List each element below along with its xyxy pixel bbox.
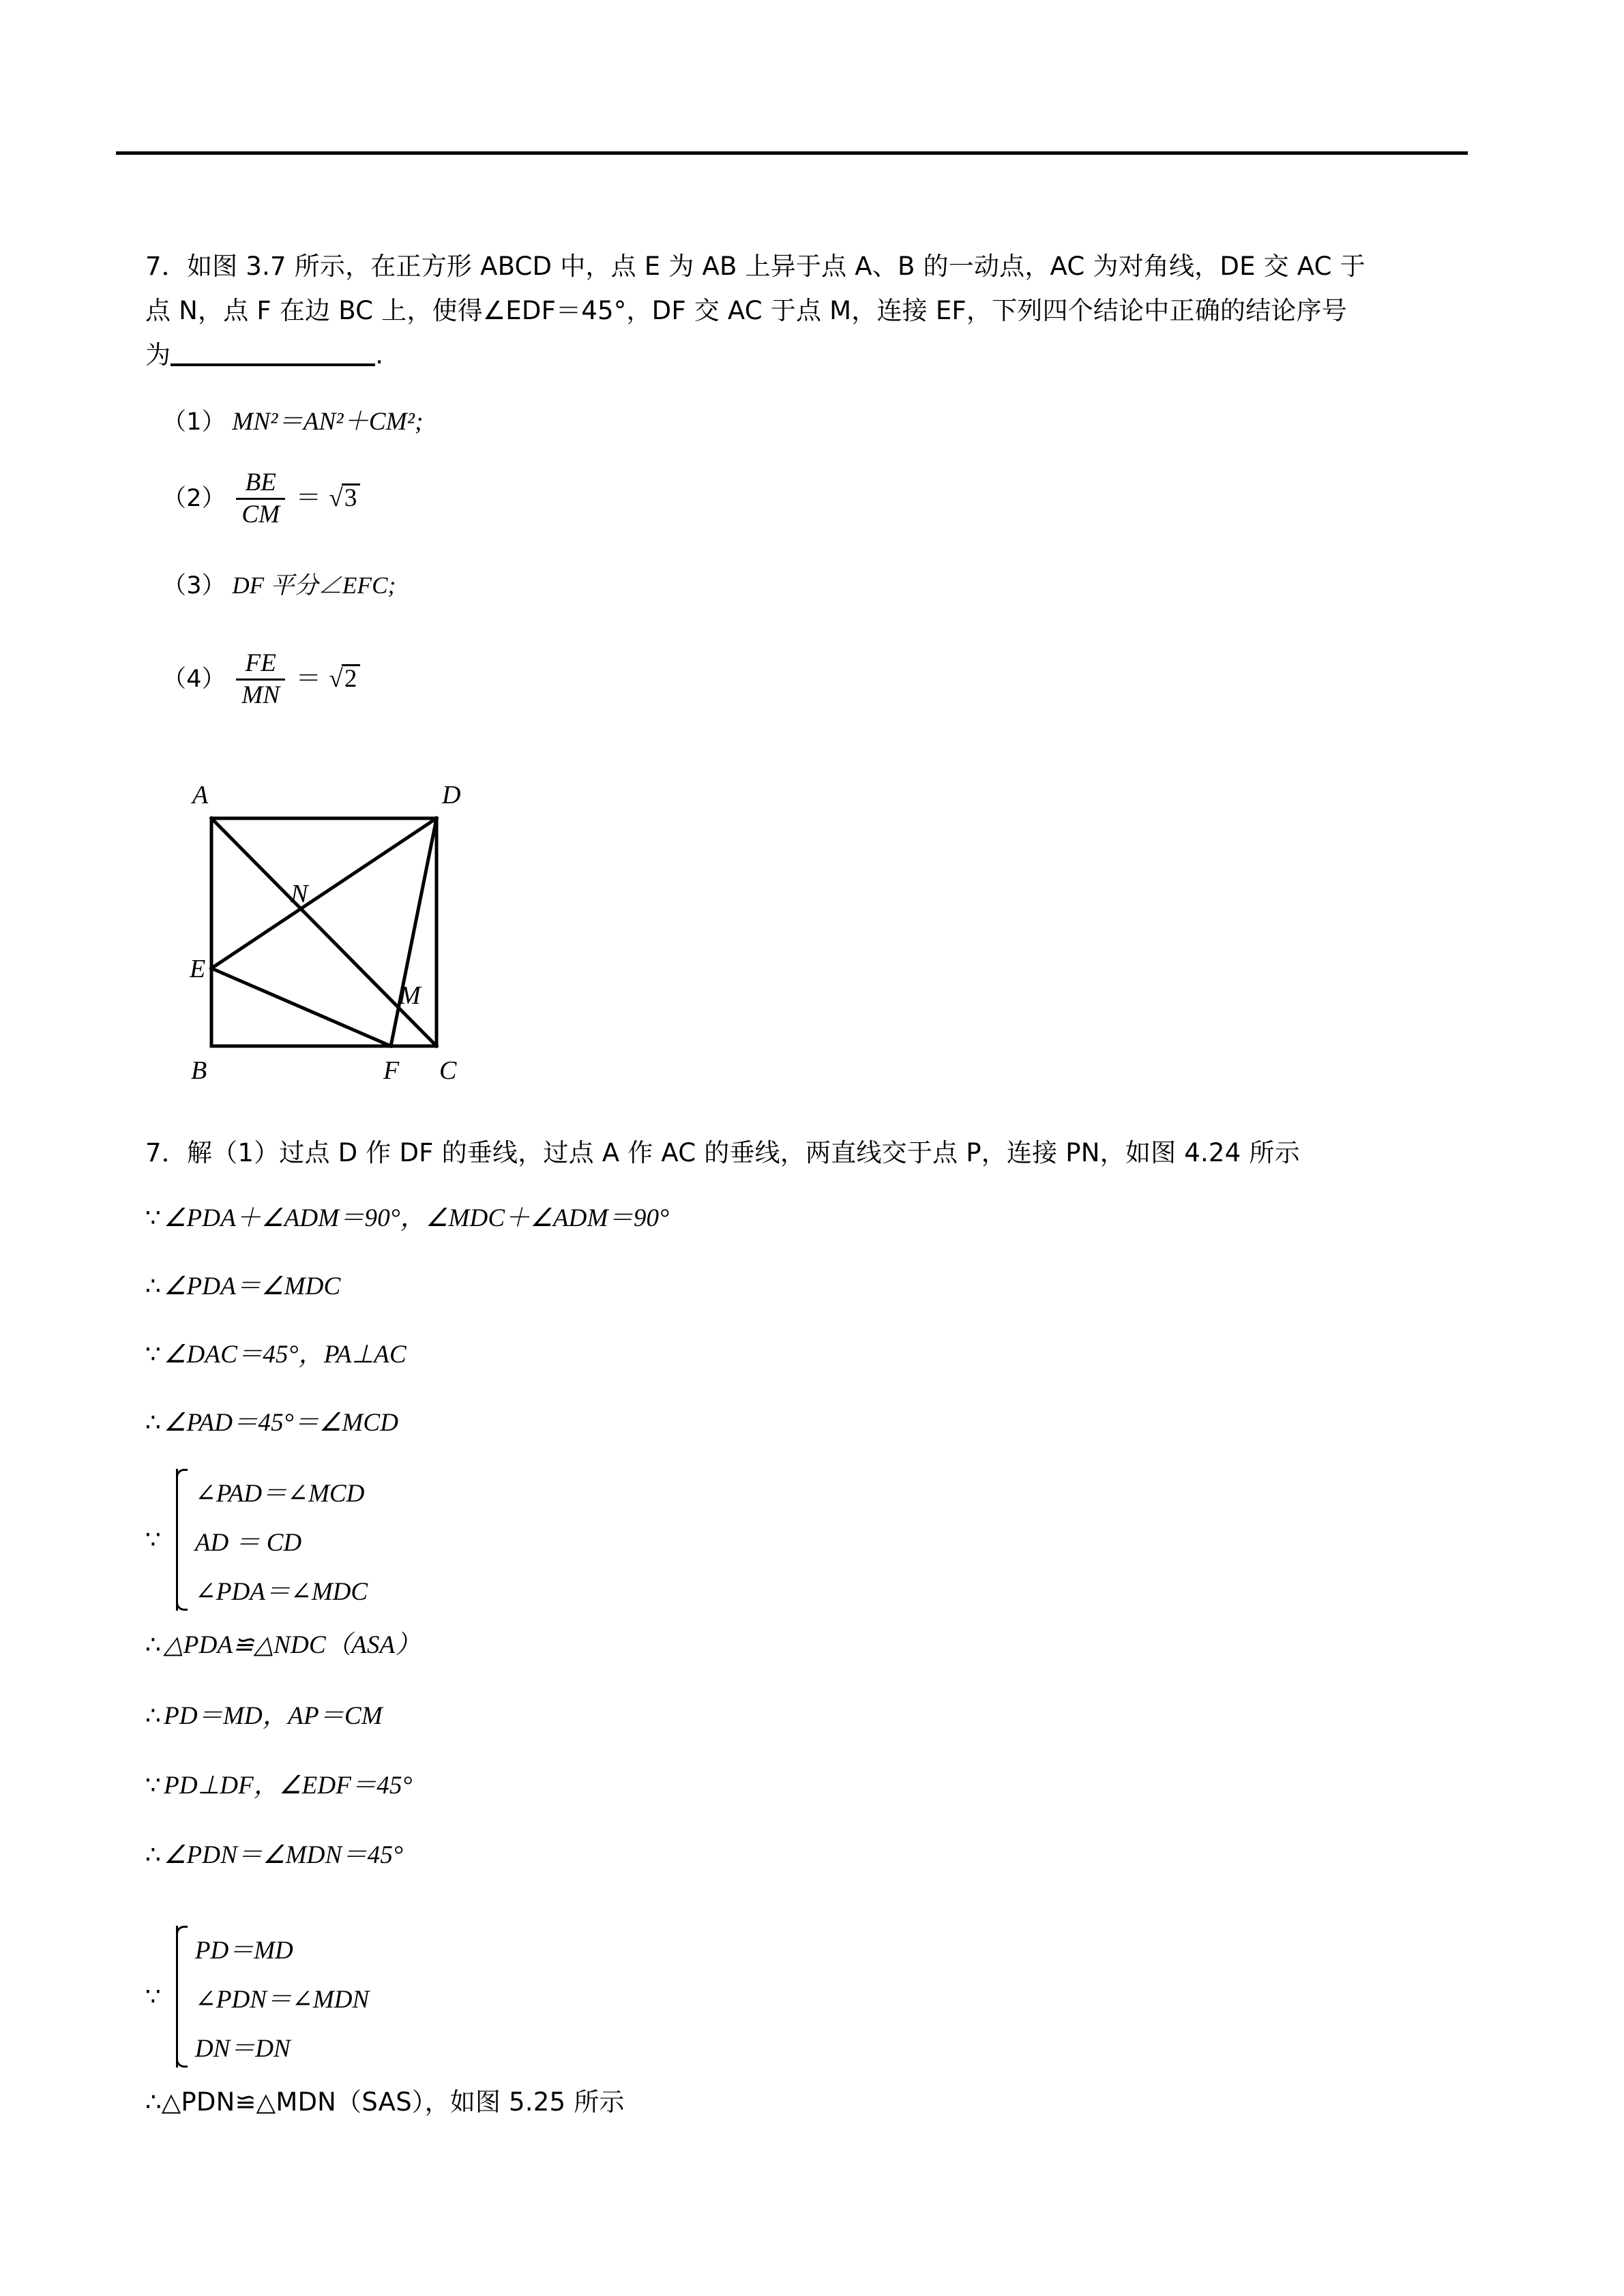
vertex-label-a: A (192, 781, 209, 809)
conclusion-4-radical (327, 664, 359, 691)
solution-intro: 7．解（1）过点 D 作 DF 的垂线，过点 A 作 AC 的垂线，两直线交于点 P，连接 PN，如图 4.24 所示 (145, 1138, 1300, 1167)
therefore-symbol-icon: ∴ (145, 1409, 162, 1437)
solution-step-5 (145, 1632, 421, 1658)
conclusion-4-denominator: MN (236, 679, 285, 709)
conclusion-item-4 (162, 651, 360, 711)
conclusion-4-marker: （4） (162, 665, 226, 693)
conclusion-3-marker: （3） (162, 572, 226, 599)
conclusion-4-numerator: FE (245, 649, 277, 677)
left-brace-icon (168, 1923, 186, 2070)
vertex-label-b: B (191, 1056, 207, 1084)
conclusion-4-relation: ＝ (295, 664, 321, 693)
solution-step-4 (145, 1410, 398, 1435)
conclusion-2-marker: （2） (162, 484, 226, 512)
conclusion-1-marker: （1） (162, 408, 226, 436)
square-abcd-diagram (164, 764, 518, 1084)
conclusion-2-fraction (236, 469, 285, 528)
solution-step-8 (145, 1843, 403, 1868)
because-symbol-icon: ∵ (145, 1982, 161, 2011)
system-2-row-3: DN＝DN (194, 2035, 291, 2063)
solution-step-6-text: PD＝MD，AP＝CM (164, 1702, 383, 1730)
system-1-row-1: ∠PAD＝∠MCD (194, 1480, 365, 1508)
solution-step-5-text: △PDA≌△NDC（ASA） (164, 1631, 421, 1659)
system-2-brace-group (168, 1923, 369, 2070)
conclusion-item-3 (162, 573, 396, 598)
solution-step-3-text: ∠DAC＝45°，PA⊥AC (164, 1341, 407, 1369)
radical-sign-icon: √ (329, 483, 343, 512)
segment-ed (211, 818, 437, 968)
problem-statement-line-3 (145, 342, 383, 368)
vertex-label-d: D (442, 781, 461, 809)
conclusion-item-1 (162, 409, 424, 434)
because-symbol-icon: ∵ (145, 1204, 162, 1232)
geometry-figure (164, 764, 518, 1084)
system-1-row-3: ∠PDA＝∠MDC (194, 1578, 368, 1606)
header-rule (116, 151, 1468, 155)
therefore-symbol-icon: ∴ (145, 1702, 162, 1730)
conclusion-2-denominator: CM (236, 498, 285, 528)
problem-statement-blank-suffix: . (375, 340, 384, 370)
segment-ef (211, 968, 391, 1046)
conclusion-1-text: MN²＝AN²＋CM²; (232, 408, 424, 436)
vertex-label-f: F (383, 1056, 400, 1084)
because-symbol-icon: ∵ (145, 1525, 161, 1554)
because-symbol-icon: ∵ (145, 1772, 162, 1800)
problem-statement-blank-prefix: 为 (145, 340, 171, 370)
system-2-row-1: PD＝MD (194, 1937, 293, 1965)
solution-step-1 (145, 1206, 669, 1231)
left-brace-icon (168, 1466, 186, 1613)
segment-df (391, 818, 437, 1046)
conclusion-2-numerator: BE (245, 468, 277, 496)
therefore-symbol-icon: ∴ (145, 1841, 162, 1869)
conclusion-4-radicand: 2 (342, 664, 360, 691)
solution-system-2 (145, 1928, 369, 2065)
because-symbol-icon: ∵ (145, 1341, 162, 1369)
solution-step-3 (145, 1342, 407, 1367)
solution-system-1 (145, 1472, 368, 1608)
vertex-label-e: E (190, 955, 206, 983)
conclusion-item-2 (162, 468, 360, 530)
solution-step-4-text: ∠PAD＝45°＝∠MCD (164, 1409, 399, 1437)
vertex-label-c: C (439, 1056, 457, 1084)
solution-step-7 (145, 1773, 413, 1798)
problem-statement-line-1: 7．如图 3.7 所示，在正方形 ABCD 中，点 E 为 AB 上异于点 A、B 的一动点，AC 为对角线，DE 交 AC 于 (145, 252, 1365, 281)
solution-step-1-text: ∠PDA＋∠ADM＝90°，∠MDC＋∠ADM＝90° (164, 1204, 670, 1232)
problem-statement-line-2: 点 N，点 F 在边 BC 上，使得∠EDF＝45°，DF 交 AC 于点 M，连接 EF，下列四个结论中正确的结论序号 (145, 296, 1347, 325)
solution-step-7-text: PD⊥DF，∠EDF＝45° (164, 1772, 413, 1800)
system-1-brace-group (168, 1466, 368, 1613)
solution-step-2-text: ∠PDA＝∠MDC (164, 1272, 341, 1300)
system-1-row-2: AD ＝ CD (194, 1529, 302, 1557)
conclusion-2-radicand: 3 (342, 483, 360, 511)
vertex-label-n: N (291, 880, 308, 908)
vertex-label-m: M (399, 981, 421, 1010)
conclusion-3-text: DF 平分∠EFC; (232, 572, 396, 599)
therefore-symbol-icon: ∴ (145, 1631, 162, 1659)
system-2-row-2: ∠PDN＝∠MDN (194, 1986, 370, 2014)
conclusion-2-relation: ＝ (295, 483, 321, 512)
conclusion-2-radical (327, 483, 359, 511)
radical-sign-icon: √ (329, 664, 343, 693)
solution-conclusion: ∴△PDN≌△MDN（SAS），如图 5.25 所示 (145, 2087, 625, 2117)
solution-step-8-text: ∠PDN＝∠MDN＝45° (164, 1841, 404, 1869)
conclusion-4-fraction (236, 650, 285, 709)
answer-blank[interactable] (171, 343, 375, 366)
solution-step-2 (145, 1274, 340, 1299)
therefore-symbol-icon: ∴ (145, 1272, 162, 1300)
solution-step-6 (145, 1703, 383, 1729)
segment-ac-diagonal (211, 818, 437, 1046)
